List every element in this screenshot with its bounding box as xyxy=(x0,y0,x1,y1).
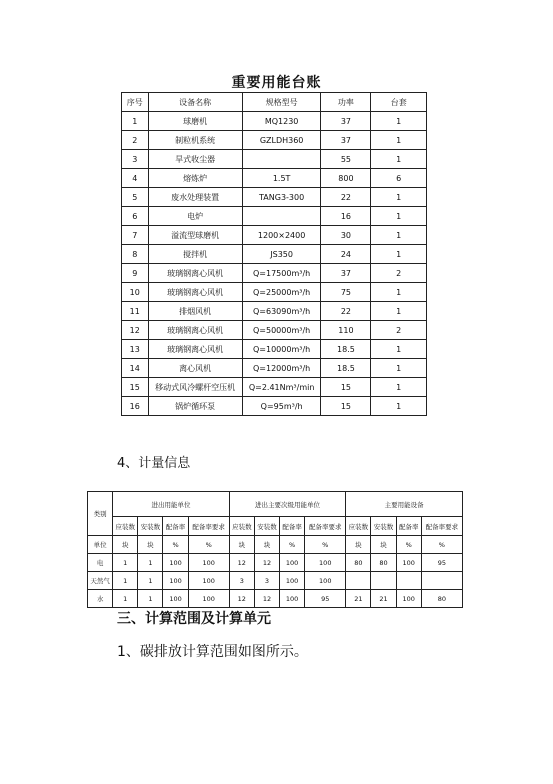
equipment-table-body xyxy=(122,112,427,416)
section-heading-scope: 三、计算范围及计算单元 xyxy=(117,611,271,627)
table-row xyxy=(122,378,427,397)
table-row xyxy=(88,572,463,590)
table-cell: Q=12000m³/h xyxy=(242,359,321,378)
table-cell: 2 xyxy=(122,131,149,150)
table-cell: 7 xyxy=(122,226,149,245)
table-cell: 3 xyxy=(122,150,149,169)
table-row xyxy=(122,245,427,264)
table-cell: TANG3-300 xyxy=(242,188,321,207)
section-item-scope: 1、碳排放计算范围如图所示。 xyxy=(117,644,308,660)
table-cell: 块 xyxy=(113,536,138,554)
column-header: 设备名称 xyxy=(148,93,242,112)
subheader: 配备率 xyxy=(396,517,421,536)
subheader: 安装数 xyxy=(371,517,396,536)
table-cell: 2 xyxy=(371,321,427,340)
table-cell: 80 xyxy=(421,590,462,608)
table-cell: 1 xyxy=(371,397,427,416)
table-cell: 800 xyxy=(321,169,371,188)
table-cell: 22 xyxy=(321,188,371,207)
equipment-table-title: 重要用能台账 xyxy=(231,75,322,91)
table-cell: 移动式风冷螺杆空压机 xyxy=(148,378,242,397)
table-cell: 100 xyxy=(396,590,421,608)
table-cell: 块 xyxy=(371,536,396,554)
table-header-row xyxy=(122,93,427,112)
subheader: 应装数 xyxy=(346,517,371,536)
table-row xyxy=(122,321,427,340)
table-cell: 12 xyxy=(122,321,149,340)
column-header: 序号 xyxy=(122,93,149,112)
table-row xyxy=(122,302,427,321)
table-cell: 100 xyxy=(305,554,346,572)
table-cell: 100 xyxy=(163,590,188,608)
table-cell: 6 xyxy=(122,207,149,226)
table-cell: 1 xyxy=(371,188,427,207)
category-header: 类别 xyxy=(88,492,113,536)
table-cell: 1 xyxy=(138,572,163,590)
table-cell: 9 xyxy=(122,264,149,283)
table-subheader-row xyxy=(88,517,463,536)
group-header: 进出主要次级用能单位 xyxy=(229,492,346,517)
table-cell: 1 xyxy=(138,590,163,608)
table-cell: Q=95m³/h xyxy=(242,397,321,416)
subheader: 安装数 xyxy=(254,517,279,536)
table-cell: 22 xyxy=(321,302,371,321)
column-header: 功率 xyxy=(321,93,371,112)
table-cell: % xyxy=(421,536,462,554)
table-cell: 16 xyxy=(122,397,149,416)
table-cell: 13 xyxy=(122,340,149,359)
table-cell: 24 xyxy=(321,245,371,264)
table-cell: 15 xyxy=(321,378,371,397)
table-cell: 100 xyxy=(280,572,305,590)
table-cell: 1 xyxy=(113,572,138,590)
table-cell: 8 xyxy=(122,245,149,264)
table-row xyxy=(88,590,463,608)
subheader: 配备率 xyxy=(163,517,188,536)
table-cell: 6 xyxy=(371,169,427,188)
table-cell: Q=50000m³/h xyxy=(242,321,321,340)
table-cell xyxy=(346,572,371,590)
table-cell: 旱式收尘器 xyxy=(148,150,242,169)
unit-row xyxy=(88,536,463,554)
table-cell: % xyxy=(163,536,188,554)
table-cell: 18.5 xyxy=(321,340,371,359)
table-cell: 100 xyxy=(280,554,305,572)
table-cell: Q=2.41Nm³/min xyxy=(242,378,321,397)
table-row xyxy=(122,207,427,226)
table-row xyxy=(122,169,427,188)
table-cell: 100 xyxy=(305,572,346,590)
table-cell: 3 xyxy=(229,572,254,590)
table-row xyxy=(122,397,427,416)
table-cell: 80 xyxy=(346,554,371,572)
table-cell: 单位 xyxy=(88,536,113,554)
table-cell: 1 xyxy=(371,150,427,169)
table-cell: 1 xyxy=(371,340,427,359)
table-cell: 排烟风机 xyxy=(148,302,242,321)
table-cell: 1 xyxy=(371,112,427,131)
table-cell: 37 xyxy=(321,131,371,150)
table-row xyxy=(122,359,427,378)
table-cell: 3 xyxy=(254,572,279,590)
table-cell: 1 xyxy=(371,131,427,150)
table-cell: 水 xyxy=(88,590,113,608)
table-row xyxy=(122,188,427,207)
table-cell: 18.5 xyxy=(321,359,371,378)
table-cell: 1200×2400 xyxy=(242,226,321,245)
table-cell: 15 xyxy=(122,378,149,397)
table-cell: 55 xyxy=(321,150,371,169)
table-cell: 100 xyxy=(163,554,188,572)
table-cell xyxy=(242,207,321,226)
table-cell: 离心风机 xyxy=(148,359,242,378)
table-cell: 4 xyxy=(122,169,149,188)
table-cell: MQ1230 xyxy=(242,112,321,131)
table-cell: 锅炉循环泵 xyxy=(148,397,242,416)
table-cell: 玻璃钢离心风机 xyxy=(148,321,242,340)
table-cell: 21 xyxy=(346,590,371,608)
table-cell: 100 xyxy=(280,590,305,608)
table-row xyxy=(122,150,427,169)
table-row xyxy=(122,131,427,150)
table-cell: 15 xyxy=(321,397,371,416)
table-cell: % xyxy=(305,536,346,554)
table-cell: 电炉 xyxy=(148,207,242,226)
table-cell: 95 xyxy=(305,590,346,608)
table-cell: 熔炼炉 xyxy=(148,169,242,188)
table-cell: 12 xyxy=(229,554,254,572)
column-header: 规格型号 xyxy=(242,93,321,112)
group-header: 主要用能设备 xyxy=(346,492,463,517)
subheader: 配备率要求 xyxy=(305,517,346,536)
table-cell: 100 xyxy=(163,572,188,590)
table-row xyxy=(122,283,427,302)
table-cell: 1.5T xyxy=(242,169,321,188)
table-cell: 搅拌机 xyxy=(148,245,242,264)
table-cell: 110 xyxy=(321,321,371,340)
table-cell: 1 xyxy=(138,554,163,572)
table-cell: 玻璃钢离心风机 xyxy=(148,264,242,283)
table-cell: 块 xyxy=(346,536,371,554)
table-cell: 16 xyxy=(321,207,371,226)
table-cell: GZLDH360 xyxy=(242,131,321,150)
table-cell: 11 xyxy=(122,302,149,321)
subheader: 应装数 xyxy=(113,517,138,536)
table-cell: 37 xyxy=(321,112,371,131)
table-cell: % xyxy=(396,536,421,554)
table-cell xyxy=(396,572,421,590)
table-cell: 1 xyxy=(371,359,427,378)
subheader: 配备率要求 xyxy=(421,517,462,536)
table-cell: 玻璃钢离心风机 xyxy=(148,283,242,302)
table-cell: 溢流型球磨机 xyxy=(148,226,242,245)
subheader: 配备率 xyxy=(280,517,305,536)
equipment-ledger-table xyxy=(121,92,427,416)
table-header-row xyxy=(88,492,463,517)
table-cell: 12 xyxy=(254,590,279,608)
table-cell: Q=10000m³/h xyxy=(242,340,321,359)
table-cell: Q=63090m³/h xyxy=(242,302,321,321)
table-cell: 2 xyxy=(371,264,427,283)
table-cell: JS350 xyxy=(242,245,321,264)
table-cell: 100 xyxy=(188,572,229,590)
table-cell: 废水处理装置 xyxy=(148,188,242,207)
table-cell: 30 xyxy=(321,226,371,245)
table-row xyxy=(122,340,427,359)
table-cell: % xyxy=(280,536,305,554)
table-cell: 块 xyxy=(229,536,254,554)
subheader: 安装数 xyxy=(138,517,163,536)
table-cell: 10 xyxy=(122,283,149,302)
table-cell: 37 xyxy=(321,264,371,283)
section-heading-metering: 4、计量信息 xyxy=(117,456,191,471)
table-cell xyxy=(371,572,396,590)
table-row xyxy=(122,264,427,283)
table-cell: 玻璃钢离心风机 xyxy=(148,340,242,359)
table-cell: 5 xyxy=(122,188,149,207)
table-cell: 80 xyxy=(371,554,396,572)
table-row xyxy=(122,112,427,131)
table-cell: Q=17500m³/h xyxy=(242,264,321,283)
table-cell: 1 xyxy=(371,378,427,397)
table-cell: 1 xyxy=(371,302,427,321)
table-cell: 1 xyxy=(371,207,427,226)
table-cell: 天然气 xyxy=(88,572,113,590)
metering-info-table xyxy=(87,491,463,608)
table-cell: 1 xyxy=(371,283,427,302)
table-cell: 12 xyxy=(229,590,254,608)
column-header: 台套 xyxy=(371,93,427,112)
table-cell: 制粒机系统 xyxy=(148,131,242,150)
table-cell: 100 xyxy=(188,590,229,608)
table-cell: 75 xyxy=(321,283,371,302)
table-cell: 1 xyxy=(113,590,138,608)
table-cell xyxy=(242,150,321,169)
group-header: 进出用能单位 xyxy=(113,492,230,517)
table-cell: 21 xyxy=(371,590,396,608)
table-cell: 1 xyxy=(371,245,427,264)
table-cell: 100 xyxy=(188,554,229,572)
table-row xyxy=(88,554,463,572)
table-row xyxy=(122,226,427,245)
table-cell: 1 xyxy=(113,554,138,572)
table-cell: 95 xyxy=(421,554,462,572)
table-cell: 1 xyxy=(371,226,427,245)
table-cell: 100 xyxy=(396,554,421,572)
table-cell: 块 xyxy=(254,536,279,554)
table-cell: 1 xyxy=(122,112,149,131)
table-cell: % xyxy=(188,536,229,554)
metering-table-body xyxy=(88,536,463,608)
table-cell: 球磨机 xyxy=(148,112,242,131)
subheader: 应装数 xyxy=(229,517,254,536)
table-cell: 电 xyxy=(88,554,113,572)
table-cell: 14 xyxy=(122,359,149,378)
subheader: 配备率要求 xyxy=(188,517,229,536)
table-cell: 块 xyxy=(138,536,163,554)
table-cell: Q=25000m³/h xyxy=(242,283,321,302)
table-cell xyxy=(421,572,462,590)
table-cell: 12 xyxy=(254,554,279,572)
